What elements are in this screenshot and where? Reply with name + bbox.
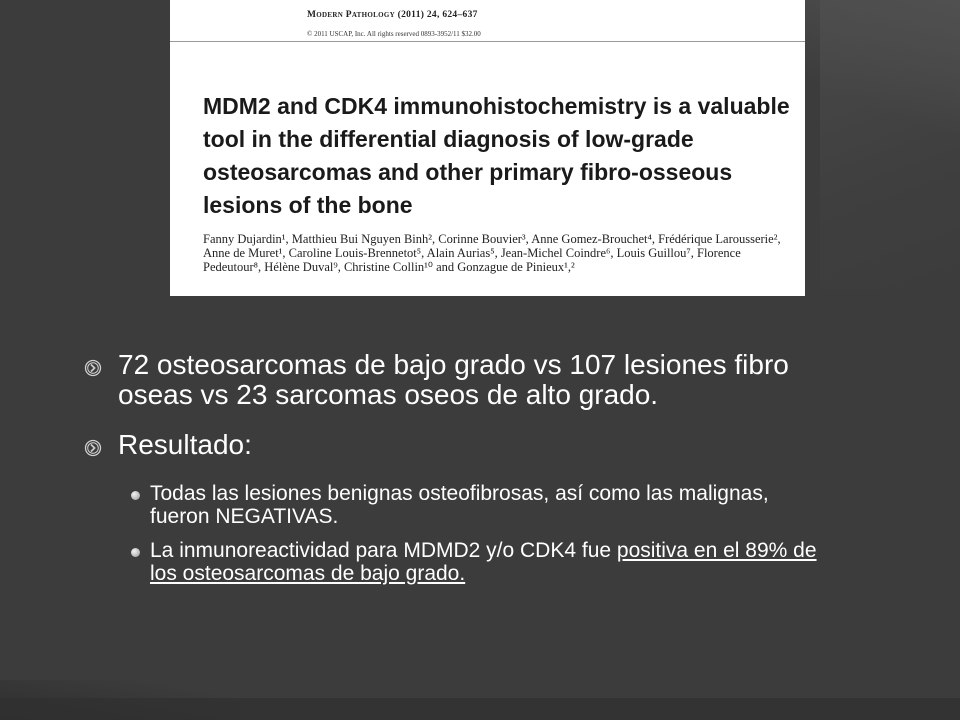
subbullet-list	[84, 482, 824, 585]
background-corner-shade	[800, 0, 960, 140]
circled-arrow-bullet-icon	[84, 359, 102, 377]
bullet-list	[84, 350, 824, 585]
article-title: MDM2 and CDK4 immunohistochemistry is a valuable tool in the differential diagnosis of low-grade osteosarcomas and other primary fibro-osseous lesions of the bone	[203, 93, 790, 218]
bullet-item	[84, 350, 824, 410]
bullet-item	[84, 430, 824, 460]
bullet-text: Resultado:	[118, 429, 252, 460]
subbullet-text: Todas las lesiones benignas osteofibrosas, así como las malignas, fueron NEGATIVAS.	[150, 482, 769, 528]
subbullet-text	[150, 539, 824, 585]
subbullet-text-prefix: La inmunoreactividad para MDMD2 y/o CDK4 fue	[150, 539, 617, 562]
journal-citation: Modern Pathology (2011) 24, 624–637	[307, 10, 478, 20]
article-authors: Fanny Dujardin¹, Matthieu Bui Nguyen Binh², Corinne Bouvier³, Anne Gomez-Brouchet⁴, Frédérique Larousserie², Anne de Muret¹, Caroline Louis-Brennetot⁵, Alain Aurias⁵, Jean-Michel Coindre⁶, Louis Guillou⁷, Florence Pedeutour⁸, Hélène Duval⁹, Christine Collin¹⁰ and Gonzague de Pinieux¹,²	[203, 232, 781, 274]
subbullet-text-underlined: positiva en el 89% de los osteosarcomas de bajo grado.	[150, 539, 817, 585]
background-bottom-shade	[0, 680, 240, 720]
article-header-image	[170, 0, 805, 296]
subbullet-item	[150, 482, 824, 528]
dot-bullet-icon	[131, 491, 140, 500]
bullet-text: 72 osteosarcomas de bajo grado vs 107 lesiones fibro oseas vs 23 sarcomas oseos de alto grado.	[118, 349, 789, 410]
header-rule	[170, 41, 805, 42]
circled-arrow-bullet-icon	[84, 439, 102, 457]
copyright-line: © 2011 USCAP, Inc. All rights reserved 0893-3952/11 $32.00	[307, 30, 481, 38]
dot-bullet-icon	[131, 548, 140, 557]
subbullet-item	[150, 539, 824, 585]
